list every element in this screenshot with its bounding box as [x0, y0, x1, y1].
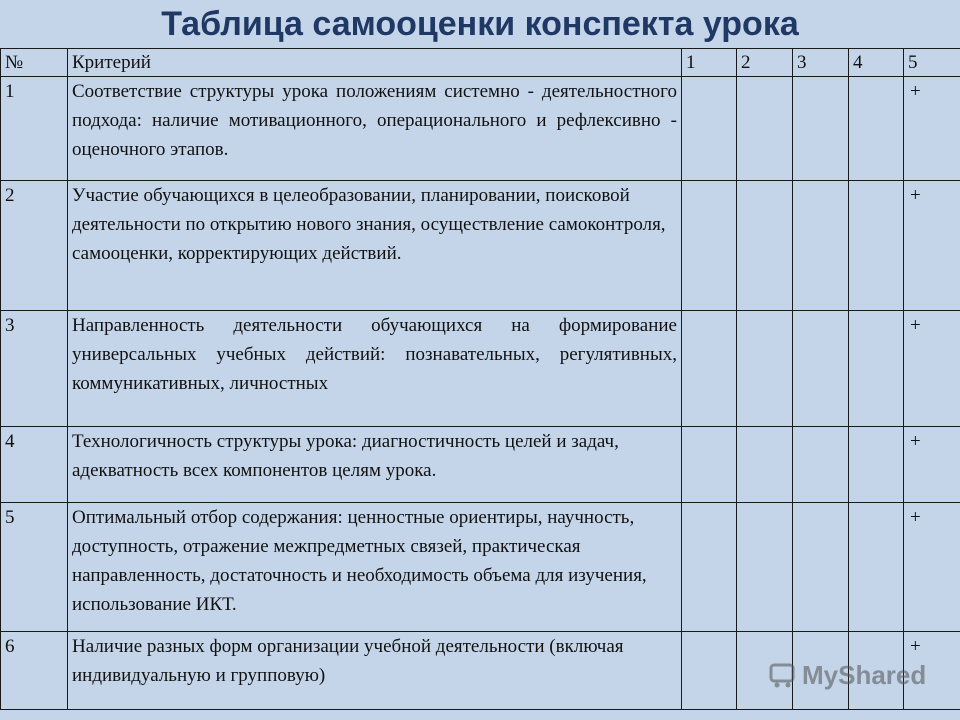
score-cell-3 — [793, 181, 849, 311]
header-score-3: 3 — [793, 49, 849, 77]
score-cell-3 — [793, 77, 849, 181]
table-row — [1, 77, 960, 181]
score-cell-4 — [849, 503, 904, 632]
score-cell-1 — [682, 181, 737, 311]
table-row — [1, 311, 960, 427]
table-header-row — [1, 49, 960, 77]
score-cell-2 — [737, 311, 793, 427]
score-cell-2 — [737, 77, 793, 181]
score-cell-5: + — [904, 427, 960, 503]
watermark-text: MyShared — [802, 659, 927, 690]
table-row — [1, 503, 960, 632]
page-title: Таблица самооценки конспекта урока — [161, 5, 799, 43]
row-number: 5 — [1, 503, 68, 632]
row-criterion: Участие обучающихся в целеобразовании, планировании, поисковой деятельности по открытию нового знания, осуществление самоконтроля, самооценки, корректирующих действий. — [68, 181, 682, 311]
score-cell-5: + — [904, 503, 960, 632]
score-cell-1 — [682, 632, 737, 710]
score-cell-4 — [849, 181, 904, 311]
header-score-4: 4 — [849, 49, 904, 77]
row-criterion: Наличие разных форм организации учебной деятельности (включая индивидуальную и групповую) — [68, 632, 682, 710]
score-cell-1 — [682, 311, 737, 427]
table-row — [1, 427, 960, 503]
score-cell-3 — [793, 311, 849, 427]
score-cell-1 — [682, 427, 737, 503]
header-score-5: 5 — [904, 49, 960, 77]
header-score-2: 2 — [737, 49, 793, 77]
row-number: 2 — [1, 181, 68, 311]
header-score-1: 1 — [682, 49, 737, 77]
table-row — [1, 181, 960, 311]
self-assessment-table — [0, 48, 960, 710]
row-criterion: Оптимальный отбор содержания: ценностные ориентиры, научность, доступность, отражение межпредметных связей, практическая направленность, достаточность и необходимость объема для изучения, использование ИКТ. — [68, 503, 682, 632]
row-criterion: Направленность деятельности обучающихся на формирование универсальных учебных действий: познавательных, регулятивных, коммуникативных, личностных — [68, 311, 682, 427]
watermark-logo — [768, 655, 928, 695]
score-cell-5: + — [904, 311, 960, 427]
row-number: 6 — [1, 632, 68, 710]
score-cell-5: + — [904, 181, 960, 311]
score-cell-2 — [737, 181, 793, 311]
row-criterion: Соответствие структуры урока положениям системно - деятельностного подхода: наличие мотивационного, операционального и рефлексивно - оценочного этапов. — [68, 77, 682, 181]
score-cell-4 — [849, 77, 904, 181]
score-cell-2 — [737, 503, 793, 632]
score-cell-1 — [682, 77, 737, 181]
header-number: № — [1, 49, 68, 77]
score-cell-5: + — [904, 632, 960, 710]
score-cell-3 — [793, 503, 849, 632]
row-criterion: Технологичность структуры урока: диагностичность целей и задач, адекватность всех компонентов целям урока. — [68, 427, 682, 503]
row-number: 3 — [1, 311, 68, 427]
score-cell-1 — [682, 503, 737, 632]
score-cell-4 — [849, 311, 904, 427]
score-cell-3 — [793, 427, 849, 503]
row-number: 1 — [1, 77, 68, 181]
score-cell-4 — [849, 427, 904, 503]
score-cell-5: + — [904, 77, 960, 181]
score-cell-2 — [737, 427, 793, 503]
cart-icon — [768, 660, 798, 690]
row-number: 4 — [1, 427, 68, 503]
header-criterion: Критерий — [68, 49, 682, 77]
